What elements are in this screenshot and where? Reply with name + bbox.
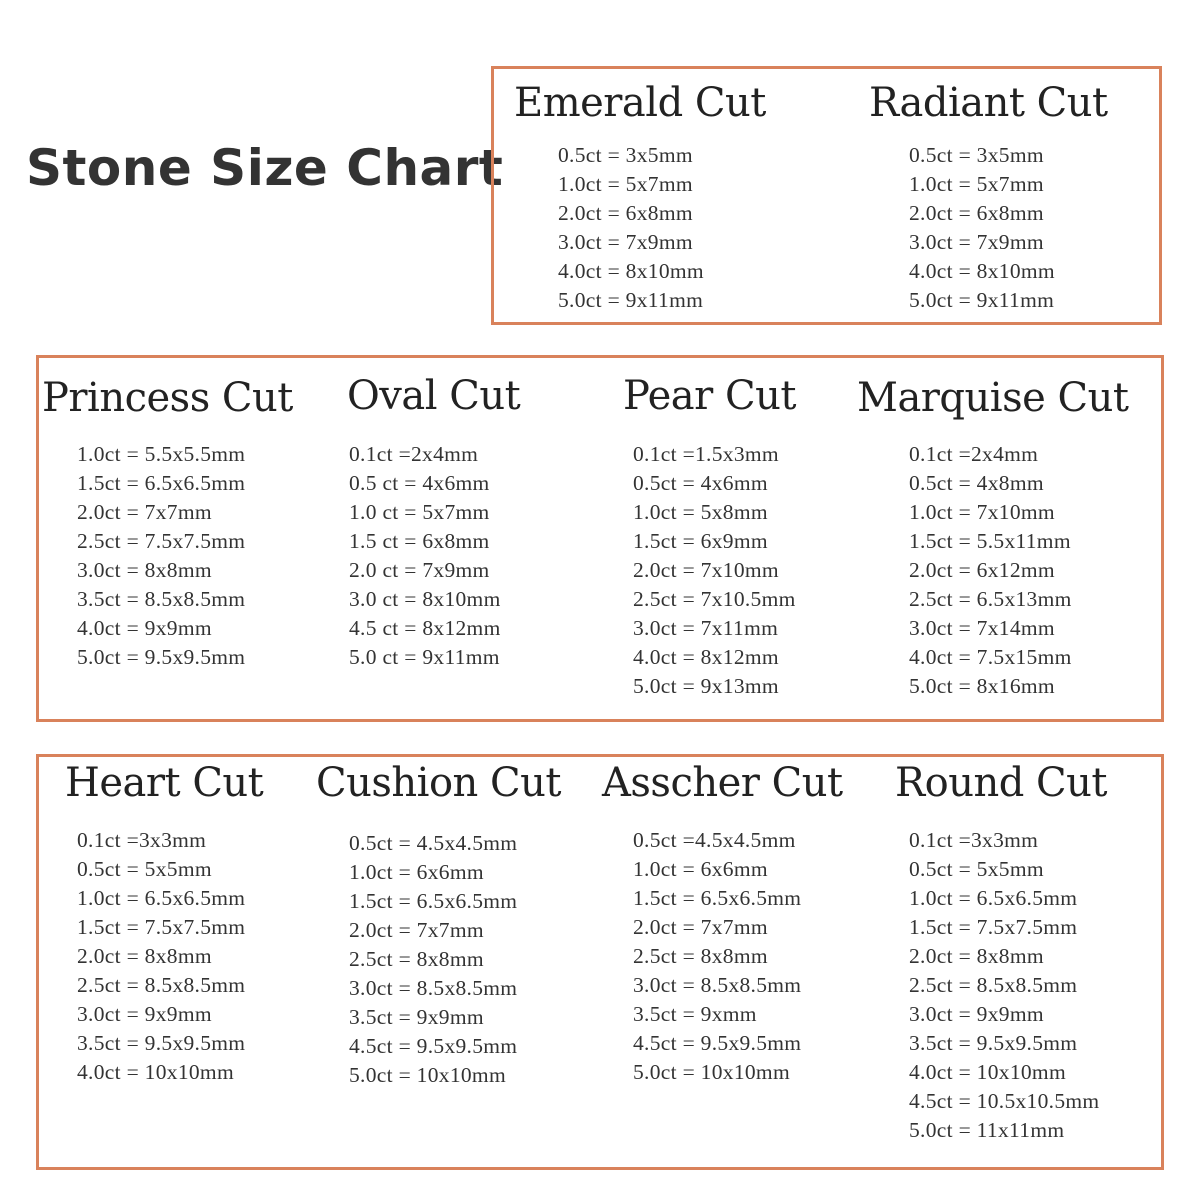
size-entry: 4.0ct = 9x9mm: [77, 616, 212, 640]
cut-title: Marquise Cut: [857, 375, 1129, 421]
size-list-cushion: [349, 829, 517, 1090]
size-entry: 4.0ct = 7.5x15mm: [909, 645, 1072, 669]
size-entry: 5.0ct = 9x13mm: [633, 674, 779, 698]
size-entry: 1.0ct = 6.5x6.5mm: [909, 886, 1078, 910]
size-entry: 4.0ct = 10x10mm: [909, 1060, 1066, 1084]
size-entry: 1.5ct = 7.5x7.5mm: [77, 915, 246, 939]
cut-column-radiant: [869, 80, 1108, 126]
size-entry: 2.0ct = 7x10mm: [633, 558, 779, 582]
size-entry: 3.5ct = 9xmm: [633, 1002, 757, 1026]
size-entry: 0.5ct = 5x5mm: [909, 857, 1044, 881]
cut-column-marquise: [857, 375, 1128, 421]
size-entry: 3.0ct = 8.5x8.5mm: [633, 973, 802, 997]
size-entry: 0.5ct = 4.5x4.5mm: [349, 831, 518, 855]
size-entry: 5.0ct = 9x11mm: [909, 288, 1055, 312]
cut-title: Princess Cut: [42, 375, 293, 421]
size-entry: 0.5ct = 4x6mm: [633, 471, 768, 495]
size-entry: 1.0 ct = 5x7mm: [349, 500, 490, 524]
size-entry: 0.5ct =4.5x4.5mm: [633, 828, 796, 852]
size-entry: 2.5ct = 7.5x7.5mm: [77, 529, 246, 553]
cut-title: Cushion Cut: [316, 760, 561, 806]
size-entry: 0.1ct =3x3mm: [909, 828, 1039, 852]
size-entry: 5.0ct = 8x16mm: [909, 674, 1055, 698]
size-entry: 2.5ct = 8.5x8.5mm: [909, 973, 1078, 997]
size-entry: 3.5ct = 9x9mm: [349, 1005, 484, 1029]
size-entry: 2.0ct = 6x12mm: [909, 558, 1055, 582]
size-entry: 2.5ct = 8x8mm: [633, 944, 768, 968]
size-entry: 4.0ct = 8x12mm: [633, 645, 779, 669]
size-entry: 4.5 ct = 8x12mm: [349, 616, 501, 640]
size-entry: 1.0ct = 7x10mm: [909, 500, 1055, 524]
size-entry: 1.0ct = 5x7mm: [558, 172, 693, 196]
size-entry: 1.0ct = 6.5x6.5mm: [77, 886, 246, 910]
size-entry: 3.0ct = 8x8mm: [77, 558, 212, 582]
size-entry: 0.1ct =1.5x3mm: [633, 442, 779, 466]
size-entry: 5.0ct = 9.5x9.5mm: [77, 645, 246, 669]
size-entry: 1.5ct = 5.5x11mm: [909, 529, 1071, 553]
size-list-emerald: [558, 141, 704, 315]
cut-title: Oval Cut: [347, 373, 521, 419]
size-list-heart: [77, 826, 245, 1087]
size-entry: 3.0 ct = 8x10mm: [349, 587, 501, 611]
size-entry: 0.5 ct = 4x6mm: [349, 471, 490, 495]
size-entry: 1.5ct = 6.5x6.5mm: [77, 471, 246, 495]
size-entry: 2.0ct = 7x7mm: [77, 500, 212, 524]
size-entry: 5.0ct = 10x10mm: [349, 1063, 506, 1087]
size-list-oval: [349, 440, 501, 672]
size-entry: 2.0ct = 8x8mm: [909, 944, 1044, 968]
cut-column-princess: [42, 375, 293, 421]
cut-column-heart: [65, 760, 263, 806]
size-list-asscher: [633, 826, 801, 1087]
size-entry: 1.5ct = 6x9mm: [633, 529, 768, 553]
size-entry: 1.5 ct = 6x8mm: [349, 529, 490, 553]
size-entry: 0.1ct =2x4mm: [349, 442, 479, 466]
size-entry: 5.0ct = 10x10mm: [633, 1060, 790, 1084]
size-entry: 3.0ct = 9x9mm: [909, 1002, 1044, 1026]
size-entry: 3.0ct = 7x9mm: [909, 230, 1044, 254]
size-entry: 0.1ct =2x4mm: [909, 442, 1039, 466]
size-entry: 1.5ct = 7.5x7.5mm: [909, 915, 1078, 939]
size-entry: 0.5ct = 5x5mm: [77, 857, 212, 881]
size-entry: 5.0 ct = 9x11mm: [349, 645, 500, 669]
size-entry: 1.0ct = 5x8mm: [633, 500, 768, 524]
size-entry: 1.0ct = 6x6mm: [349, 860, 484, 884]
size-entry: 5.0ct = 11x11mm: [909, 1118, 1065, 1142]
size-list-round: [909, 826, 1099, 1145]
size-entry: 2.0 ct = 7x9mm: [349, 558, 490, 582]
size-entry: 2.0ct = 6x8mm: [909, 201, 1044, 225]
page-title: Stone Size Chart: [26, 139, 504, 197]
size-entry: 2.0ct = 7x7mm: [633, 915, 768, 939]
size-entry: 0.5ct = 4x8mm: [909, 471, 1044, 495]
size-entry: 1.0ct = 5x7mm: [909, 172, 1044, 196]
size-entry: 0.1ct =3x3mm: [77, 828, 207, 852]
size-entry: 4.5ct = 10.5x10.5mm: [909, 1089, 1100, 1113]
size-entry: 2.5ct = 7x10.5mm: [633, 587, 796, 611]
size-entry: 3.5ct = 9.5x9.5mm: [77, 1031, 246, 1055]
size-entry: 0.5ct = 3x5mm: [558, 143, 693, 167]
size-list-radiant: [909, 141, 1055, 315]
size-list-marquise: [909, 440, 1072, 701]
cut-column-round: [895, 760, 1107, 806]
size-entry: 2.5ct = 6.5x13mm: [909, 587, 1072, 611]
cut-title: Radiant Cut: [869, 80, 1108, 126]
size-entry: 3.5ct = 9.5x9.5mm: [909, 1031, 1078, 1055]
size-entry: 4.5ct = 9.5x9.5mm: [349, 1034, 518, 1058]
cut-title: Heart Cut: [65, 760, 264, 806]
size-entry: 1.5ct = 6.5x6.5mm: [633, 886, 802, 910]
size-entry: 2.5ct = 8.5x8.5mm: [77, 973, 246, 997]
size-entry: 2.0ct = 8x8mm: [77, 944, 212, 968]
cut-title: Pear Cut: [623, 373, 796, 419]
size-entry: 2.0ct = 7x7mm: [349, 918, 484, 942]
size-entry: 3.5ct = 8.5x8.5mm: [77, 587, 246, 611]
cut-title: Emerald Cut: [514, 80, 766, 126]
size-entry: 1.0ct = 6x6mm: [633, 857, 768, 881]
cut-title: Round Cut: [895, 760, 1107, 806]
size-entry: 1.0ct = 5.5x5.5mm: [77, 442, 246, 466]
size-entry: 0.5ct = 3x5mm: [909, 143, 1044, 167]
size-entry: 4.0ct = 8x10mm: [909, 259, 1055, 283]
size-entry: 3.0ct = 7x11mm: [633, 616, 779, 640]
cut-column-asscher: [602, 760, 843, 806]
cut-column-oval: [347, 373, 520, 419]
cut-column-emerald: [514, 80, 766, 126]
size-entry: 2.5ct = 8x8mm: [349, 947, 484, 971]
size-entry: 1.5ct = 6.5x6.5mm: [349, 889, 518, 913]
size-entry: 3.0ct = 7x14mm: [909, 616, 1055, 640]
size-entry: 5.0ct = 9x11mm: [558, 288, 704, 312]
size-entry: 3.0ct = 9x9mm: [77, 1002, 212, 1026]
cut-column-cushion: [316, 760, 561, 806]
size-entry: 4.0ct = 10x10mm: [77, 1060, 234, 1084]
size-entry: 4.5ct = 9.5x9.5mm: [633, 1031, 802, 1055]
size-entry: 2.0ct = 6x8mm: [558, 201, 693, 225]
cut-title: Asscher Cut: [602, 760, 843, 806]
size-entry: 3.0ct = 8.5x8.5mm: [349, 976, 518, 1000]
size-list-pear: [633, 440, 796, 701]
cut-column-pear: [623, 373, 796, 419]
size-entry: 4.0ct = 8x10mm: [558, 259, 704, 283]
size-list-princess: [77, 440, 245, 672]
size-entry: 3.0ct = 7x9mm: [558, 230, 693, 254]
